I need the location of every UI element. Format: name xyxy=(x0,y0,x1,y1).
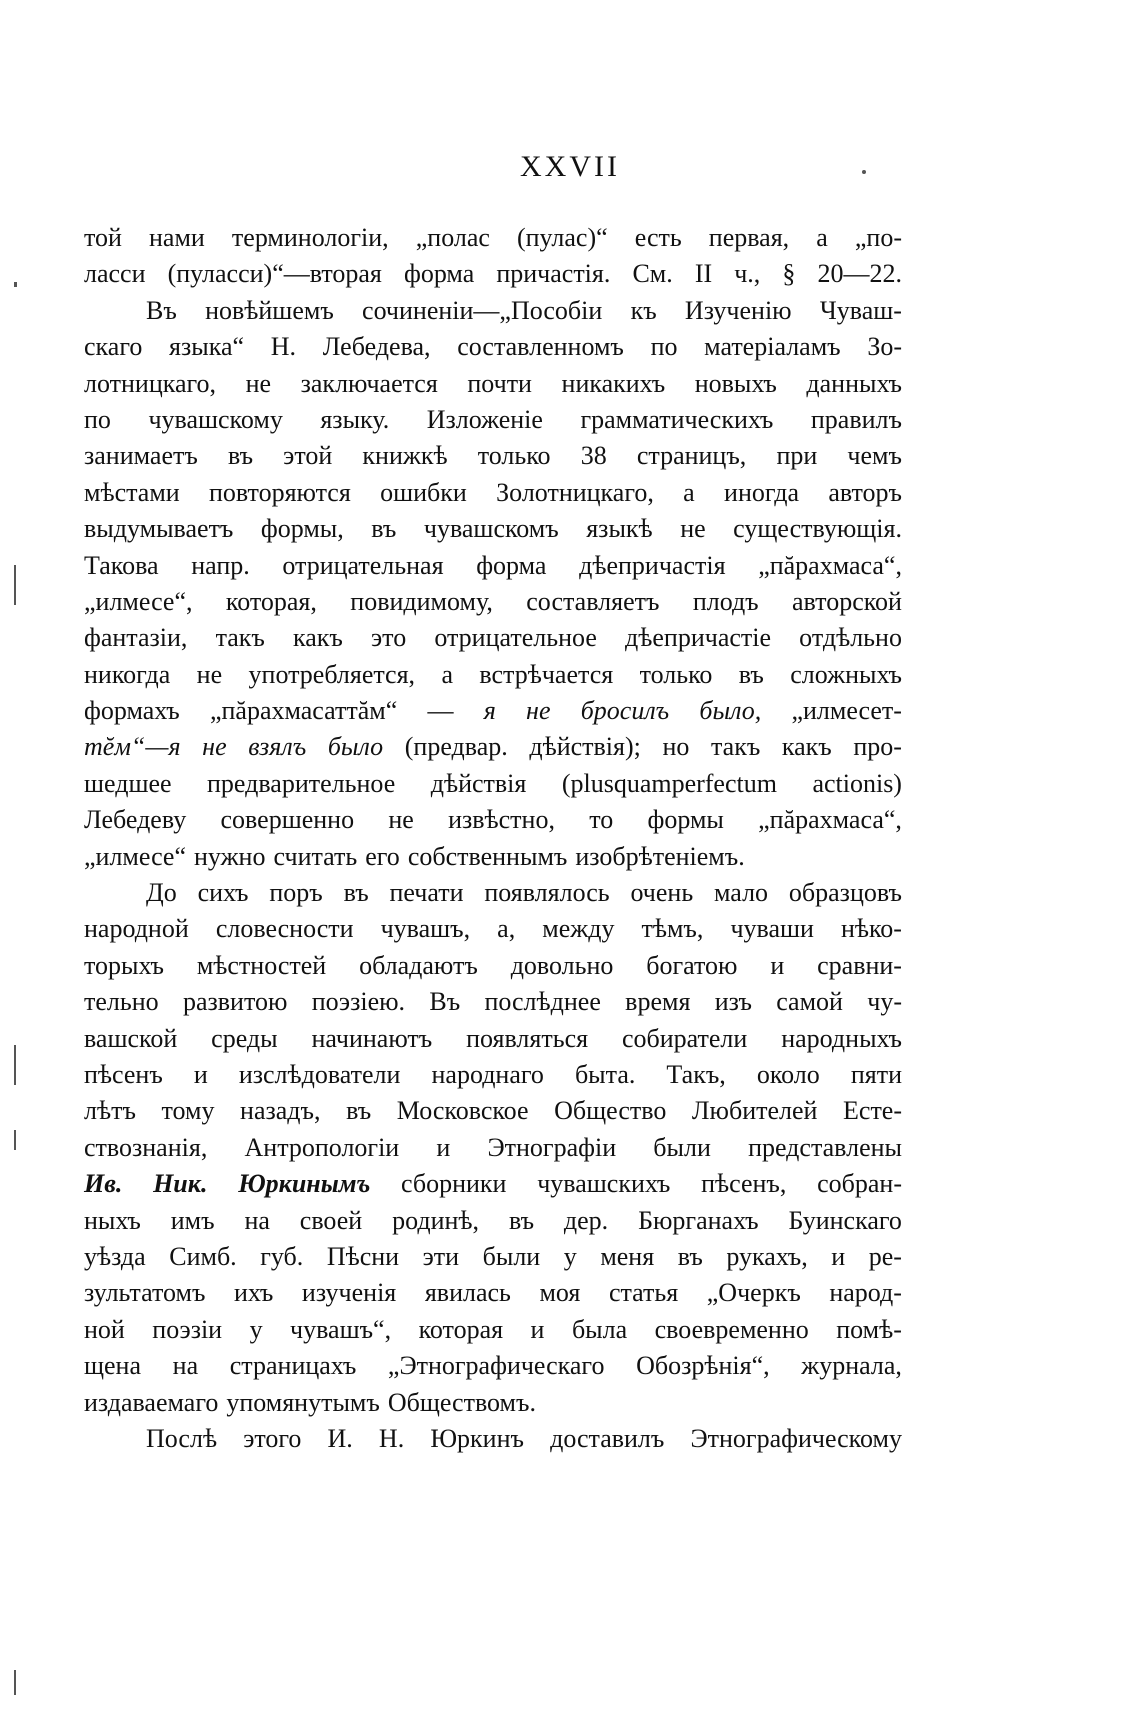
word: на xyxy=(172,1351,199,1381)
word: издаваемаго xyxy=(84,1387,219,1417)
word: Московское xyxy=(396,1096,529,1126)
word: начинаютъ xyxy=(311,1023,433,1053)
word: заключается xyxy=(300,368,438,398)
word: (пуласси)“—вторая xyxy=(167,259,382,289)
word: причастія. xyxy=(496,259,611,289)
word: назадъ, xyxy=(240,1096,321,1126)
text-line xyxy=(84,911,902,947)
word: (plusquamperfectum xyxy=(561,768,777,798)
word: новѣйшемъ xyxy=(205,295,334,325)
text-line xyxy=(84,1166,902,1202)
word: напр. xyxy=(191,550,250,580)
word: почти xyxy=(467,368,532,398)
word: тельно xyxy=(84,987,159,1017)
word: шедшее xyxy=(84,768,172,798)
word: пяти xyxy=(850,1059,902,1089)
word: сравни- xyxy=(817,950,902,980)
word: представлены xyxy=(748,1132,902,1162)
text-line xyxy=(84,984,902,1020)
word: помѣ- xyxy=(836,1314,902,1344)
word: по xyxy=(650,332,678,362)
word: языка“ xyxy=(169,332,245,362)
word: той xyxy=(84,223,122,252)
word: поэзіи xyxy=(152,1314,223,1344)
word: тĕм“—я xyxy=(84,732,181,762)
word: дѣйствія xyxy=(430,768,527,798)
word: (пулас)“ xyxy=(516,223,608,252)
word: пѣсенъ, xyxy=(701,1169,787,1199)
word: книжкѣ xyxy=(362,441,448,471)
word: Любителей xyxy=(691,1096,818,1126)
word: чувашскихъ xyxy=(537,1169,671,1199)
text-line xyxy=(84,875,902,911)
word: сихъ xyxy=(197,878,249,908)
word: печати xyxy=(389,878,464,908)
word: ласси xyxy=(84,259,146,289)
word: нужно xyxy=(194,841,266,871)
word: II xyxy=(694,259,713,289)
word: пѣсенъ xyxy=(84,1059,163,1089)
text-line xyxy=(84,329,902,365)
word: моя xyxy=(539,1278,581,1308)
word: а xyxy=(816,223,828,252)
word: изобрѣтеніемъ. xyxy=(575,841,745,871)
word: упомянутымъ xyxy=(226,1387,380,1417)
word: послѣднее xyxy=(484,987,601,1017)
word: и xyxy=(193,1059,208,1089)
word: Обществомъ. xyxy=(387,1387,536,1417)
word: и xyxy=(770,950,785,980)
word: ошибки xyxy=(380,477,467,507)
word: Н. xyxy=(378,1423,405,1453)
word: Въ xyxy=(429,987,461,1017)
word: были xyxy=(653,1132,711,1162)
word: явилась xyxy=(424,1278,511,1308)
word: Есте- xyxy=(843,1096,902,1126)
text-line xyxy=(84,693,902,729)
text-line xyxy=(84,1130,902,1166)
word: никакихъ xyxy=(561,368,666,398)
text-line xyxy=(84,475,902,511)
word: скаго xyxy=(84,332,143,362)
word: извѣстно, xyxy=(448,805,555,835)
word: мало xyxy=(714,878,769,908)
word: Симб. xyxy=(169,1241,237,1271)
main-text xyxy=(84,220,902,1457)
word: только xyxy=(477,441,551,471)
word: 38 xyxy=(580,441,607,471)
word: Юркинымъ xyxy=(238,1169,371,1199)
word: очень xyxy=(630,878,694,908)
word: собственнымъ xyxy=(407,841,568,871)
word: „пăрахмасаттăм“ xyxy=(209,696,398,726)
text-line xyxy=(84,1385,902,1421)
word: повторяются xyxy=(209,477,351,507)
word: но xyxy=(662,732,690,762)
word: въ xyxy=(227,441,254,471)
word: употребляется, xyxy=(248,659,416,689)
word: есть xyxy=(634,223,682,252)
word: Въ xyxy=(146,295,177,325)
word: изъ xyxy=(714,987,752,1017)
word: лѣтъ xyxy=(84,1096,136,1126)
word: я xyxy=(483,696,496,726)
word: журнала, xyxy=(801,1351,902,1381)
word: мѣстностей xyxy=(196,950,327,980)
word: Общество xyxy=(554,1096,667,1126)
word: въ xyxy=(677,1241,703,1271)
word: отрицательная xyxy=(282,550,444,580)
text-line xyxy=(84,293,902,329)
word: образцовъ xyxy=(788,878,902,908)
word: авторской xyxy=(792,586,902,616)
word: словесности xyxy=(215,914,354,944)
word: нѣко- xyxy=(840,914,902,944)
word: которая, xyxy=(225,586,317,616)
word: были xyxy=(482,1241,541,1271)
word: И. xyxy=(327,1423,353,1453)
word: только xyxy=(639,659,713,689)
word: въ xyxy=(508,1205,535,1235)
word: дѣепричастіе xyxy=(625,623,772,653)
text-line xyxy=(84,1275,902,1311)
word: губ. xyxy=(260,1241,304,1271)
word: и xyxy=(530,1314,545,1344)
word: новыхъ xyxy=(694,368,777,398)
word: „полас xyxy=(415,223,490,252)
word: плодъ xyxy=(692,586,759,616)
word: своевременно xyxy=(654,1314,809,1344)
word: то xyxy=(589,805,614,835)
word: въ xyxy=(346,1096,372,1126)
page-number: XXVII xyxy=(520,150,620,183)
word: не xyxy=(526,696,551,726)
text-line xyxy=(84,1348,902,1384)
word: занимаетъ xyxy=(84,441,198,471)
scan-mark xyxy=(14,1130,16,1150)
word: появляться xyxy=(466,1023,589,1053)
word: этой xyxy=(283,441,333,471)
word: Лебедева, xyxy=(322,332,431,362)
word: Антропологіи xyxy=(244,1132,400,1162)
word: выдумываетъ xyxy=(84,514,234,544)
word: это xyxy=(371,623,407,653)
word: форма xyxy=(403,259,475,289)
word: чувашъ, xyxy=(380,914,471,944)
word: чувашскомъ xyxy=(423,514,559,544)
word: Этнографическому xyxy=(690,1423,902,1453)
text-line xyxy=(84,657,902,693)
word: дѣепричастія xyxy=(579,550,726,580)
text-line xyxy=(84,1021,902,1057)
word: Н. xyxy=(270,332,297,362)
text-line xyxy=(84,1312,902,1348)
word: чу- xyxy=(867,987,902,1017)
text-line xyxy=(84,584,902,620)
word: на xyxy=(244,1205,270,1235)
text-line xyxy=(84,1421,902,1457)
word: изученія xyxy=(301,1278,397,1308)
word: ч., xyxy=(734,259,761,289)
word: торыхъ xyxy=(84,950,164,980)
word: взялъ xyxy=(248,732,307,762)
word: сборники xyxy=(401,1169,507,1199)
word: Обозрѣнія“, xyxy=(636,1351,770,1381)
word: и xyxy=(831,1241,846,1271)
word: появлялось xyxy=(484,878,610,908)
word: § xyxy=(782,259,796,289)
word: „Очеркъ xyxy=(706,1278,801,1308)
word: народ- xyxy=(829,1278,902,1308)
word: около xyxy=(756,1059,820,1089)
word: чувашскому xyxy=(148,404,283,434)
word: нами xyxy=(149,223,205,252)
word: развитою xyxy=(182,987,288,1017)
word: меня xyxy=(600,1241,655,1271)
word: народнаго xyxy=(431,1059,544,1089)
text-line xyxy=(84,802,902,838)
word: время xyxy=(625,987,691,1017)
word: у xyxy=(249,1314,263,1344)
word: авторъ xyxy=(828,477,902,507)
word: этого xyxy=(243,1423,302,1453)
word: правилъ xyxy=(810,404,902,434)
scan-mark xyxy=(14,565,16,605)
word: ной xyxy=(84,1314,125,1344)
scan-mark xyxy=(14,282,17,287)
word: Изложеніе xyxy=(426,404,543,434)
word: формы, xyxy=(260,514,344,544)
text-line xyxy=(84,1093,902,1129)
word: а xyxy=(441,659,453,689)
word: доставилъ xyxy=(550,1423,665,1453)
word: (предвар. xyxy=(404,732,508,762)
word: въ xyxy=(343,878,369,908)
word: богатою xyxy=(646,950,738,980)
word: мѣстами xyxy=(84,477,180,507)
word: въ xyxy=(738,659,764,689)
word: actionis) xyxy=(812,768,902,798)
word: не xyxy=(680,514,706,544)
word: См. xyxy=(632,259,673,289)
word: щена xyxy=(84,1351,142,1381)
word: не xyxy=(196,659,223,689)
word: не xyxy=(245,368,272,398)
word: составляетъ xyxy=(526,586,660,616)
word: сочиненіи—„Пособіи xyxy=(362,295,603,325)
word: и xyxy=(436,1132,451,1162)
word: рукахъ, xyxy=(726,1241,808,1271)
word: собран- xyxy=(817,1169,902,1199)
word: народной xyxy=(84,914,189,944)
word: данныхъ xyxy=(806,368,902,398)
word: было, xyxy=(699,696,762,726)
word: лотницкаго, xyxy=(84,368,217,398)
word: тѣмъ, xyxy=(641,914,704,944)
word: была xyxy=(571,1314,628,1344)
text-line xyxy=(84,1239,902,1275)
word: по xyxy=(84,404,111,434)
word: Такъ, xyxy=(666,1059,726,1089)
word: формахъ xyxy=(84,696,180,726)
word: быта. xyxy=(574,1059,636,1089)
word: а xyxy=(683,477,695,507)
word: иногда xyxy=(724,477,799,507)
word: Чуваш- xyxy=(819,295,902,325)
word: страницъ, xyxy=(636,441,747,471)
word: тому xyxy=(161,1096,215,1126)
word: среды xyxy=(211,1023,278,1053)
word: изслѣдователи xyxy=(238,1059,401,1089)
word: къ xyxy=(630,295,657,325)
word: Бюрганахъ xyxy=(638,1205,759,1235)
word: между xyxy=(542,914,615,944)
word: такъ xyxy=(215,623,265,653)
word: бросилъ xyxy=(580,696,670,726)
word: было xyxy=(327,732,384,762)
text-line xyxy=(84,220,902,256)
word: „илмесе“ xyxy=(84,841,187,871)
word: а, xyxy=(497,914,516,944)
word: вашской xyxy=(84,1023,178,1053)
word: какъ xyxy=(293,623,343,653)
word: Золотницкаго, xyxy=(496,477,654,507)
word: форма xyxy=(476,550,547,580)
word: ствознанія, xyxy=(84,1132,208,1162)
word: поэзіею. xyxy=(311,987,406,1017)
text-line xyxy=(84,839,902,875)
scan-mark xyxy=(862,170,866,174)
word: совершенно xyxy=(220,805,355,835)
word: 20—22. xyxy=(817,259,902,289)
text-line xyxy=(84,366,902,402)
scan-mark xyxy=(14,1670,16,1695)
word: Лебедеву xyxy=(84,805,187,835)
word: Зо- xyxy=(867,332,902,362)
text-line xyxy=(84,1203,902,1239)
word: ихъ xyxy=(233,1278,274,1308)
word: грамматическихъ xyxy=(580,404,774,434)
word: родинѣ, xyxy=(392,1205,480,1235)
word: статья xyxy=(608,1278,679,1308)
word: своей xyxy=(299,1205,363,1235)
word: Такова xyxy=(84,550,159,580)
word: дѣйствія); xyxy=(529,732,641,762)
word: матеріаламъ xyxy=(704,332,841,362)
word: его xyxy=(365,841,400,871)
word: Ив. xyxy=(84,1169,123,1199)
word: сложныхъ xyxy=(790,659,902,689)
word: ре- xyxy=(868,1241,902,1271)
text-line xyxy=(84,729,902,765)
text-line xyxy=(84,256,902,292)
word: „пăрахмаса“, xyxy=(758,805,902,835)
word: фантазіи, xyxy=(84,623,188,653)
word: уѣзда xyxy=(84,1241,146,1271)
word: Ник. xyxy=(153,1169,208,1199)
word: До xyxy=(146,878,177,908)
word: не xyxy=(202,732,227,762)
word: языку. xyxy=(320,404,390,434)
word: Пѣсни xyxy=(326,1241,400,1271)
word: чемъ xyxy=(847,441,902,471)
word: довольно xyxy=(510,950,614,980)
word: Этнографіи xyxy=(487,1132,617,1162)
word: формы xyxy=(647,805,724,835)
word: повидимому, xyxy=(350,586,493,616)
word: существующія. xyxy=(733,514,902,544)
word: отрицательное xyxy=(434,623,597,653)
word: поръ xyxy=(269,878,323,908)
word: у xyxy=(563,1241,577,1271)
word: дер. xyxy=(563,1205,609,1235)
word: эти xyxy=(422,1241,460,1271)
text-line xyxy=(84,402,902,438)
word: терминологіи, xyxy=(231,223,389,252)
word: обладаютъ xyxy=(359,950,478,980)
word: имъ xyxy=(170,1205,215,1235)
word: отдѣльно xyxy=(799,623,902,653)
word: „илмесе“, xyxy=(84,586,193,616)
word: „илмесет- xyxy=(791,696,902,726)
word: не xyxy=(388,805,414,835)
word: такъ xyxy=(710,732,761,762)
word: Юркинъ xyxy=(430,1423,524,1453)
word: Буинскаго xyxy=(788,1205,902,1235)
word: встрѣчается xyxy=(479,659,614,689)
text-line xyxy=(84,548,902,584)
word: „пăрахмаса“, xyxy=(758,550,902,580)
word: про- xyxy=(853,732,902,762)
word: въ xyxy=(371,514,397,544)
word: ныхъ xyxy=(84,1205,141,1235)
word: чуваши xyxy=(730,914,814,944)
text-line xyxy=(84,766,902,802)
word: которая xyxy=(418,1314,504,1344)
word: — xyxy=(427,696,454,726)
text-line xyxy=(84,948,902,984)
text-line xyxy=(84,511,902,547)
word: самой xyxy=(776,987,843,1017)
text-line xyxy=(84,438,902,474)
word: предварительное xyxy=(207,768,396,798)
word: „по- xyxy=(854,223,902,252)
word: Изученію xyxy=(684,295,792,325)
word: страницахъ xyxy=(229,1351,357,1381)
word: первая, xyxy=(708,223,790,252)
word: народныхъ xyxy=(781,1023,902,1053)
word: Послѣ xyxy=(146,1423,218,1453)
text-line xyxy=(84,620,902,656)
word: составленномъ xyxy=(457,332,624,362)
word: „Этнографическаго xyxy=(387,1351,605,1381)
text-line xyxy=(84,1057,902,1093)
word: языкѣ xyxy=(586,514,653,544)
word: считать xyxy=(273,841,358,871)
word: при xyxy=(776,441,818,471)
word: зультатомъ xyxy=(84,1278,206,1308)
word: какъ xyxy=(781,732,832,762)
word: собиратели xyxy=(621,1023,748,1053)
scan-mark xyxy=(14,1045,16,1085)
word: никогда xyxy=(84,659,171,689)
word: чувашъ“, xyxy=(290,1314,392,1344)
